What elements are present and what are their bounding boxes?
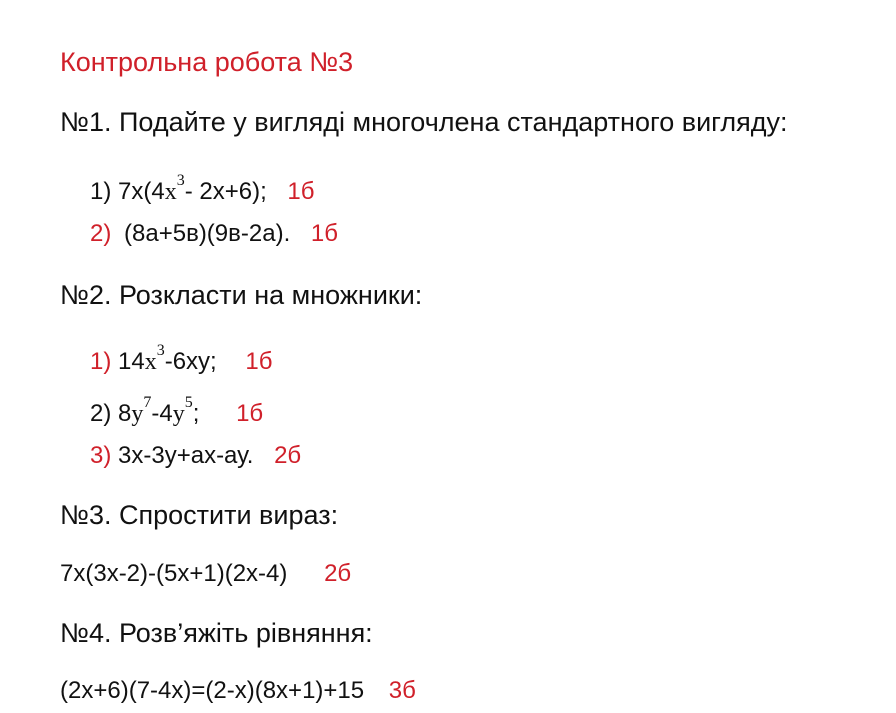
task2-item-2 [90,394,264,428]
task1-item-1 [90,172,315,206]
expression: $8y^7-4y^5$; [118,394,200,427]
expression: $14x^3-6ху$; [118,342,217,375]
score-badge: 2б [274,442,302,469]
score-badge: 1б [245,348,273,375]
task2-item-3 [90,442,301,470]
score-badge: 1б [236,400,264,427]
score-badge: 2б [324,560,352,587]
expression: 7х(3х-2)-(5х+1)(2х-4) [60,560,288,587]
task2-heading: №2. Розкласти на множники: [60,280,423,310]
task2-item-1 [90,342,273,376]
task4-expression-row [60,677,416,705]
task4-heading: №4. Розв’яжіть рівняння: [60,618,373,648]
expression: 3х-3у+ах-ау. [118,442,254,469]
score-badge: 3б [388,677,416,704]
task1-heading: №1. Подайте у вигляді многочлена стандартного вигляду: [60,107,788,137]
task1-item-2 [90,220,338,248]
item-number: 2) [90,400,112,427]
item-number: 1) [90,178,112,205]
task3-expression-row [60,560,351,588]
score-badge: 1б [287,178,315,205]
page-title: Контрольна робота №3 [60,47,354,77]
score-badge: 1б [310,220,339,247]
expression: (2х+6)(7-4х)=(2-х)(8х+1)+15 [60,677,365,704]
item-number: 2) [90,220,112,247]
task3-heading: №3. Спростити вираз: [60,500,339,530]
item-number: 1) [90,348,112,375]
item-number: 3) [90,442,112,469]
expression: $7х(4x^3-$ 2х+6); [118,172,267,205]
expression: (8а+5в)(9в-2а). [124,220,291,247]
